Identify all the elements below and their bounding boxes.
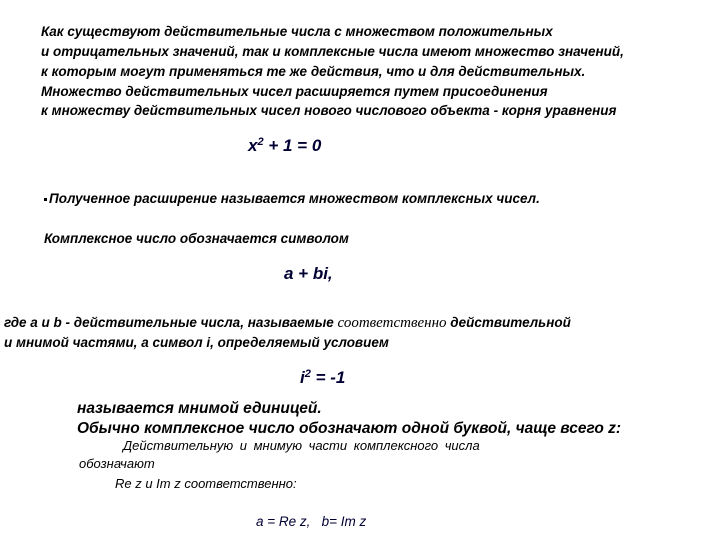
intro-line-3: к которым могут применяться те же действия, что и для действительных.	[41, 64, 586, 79]
where-line-1	[4, 315, 571, 332]
usually-line: Обычно комплексное число обозначают одной буквой, чаще всего z:	[77, 420, 622, 437]
equation-x-squared	[248, 136, 321, 156]
equation-i-squared	[300, 368, 345, 388]
eq1-rest: + 1 = 0	[263, 136, 322, 156]
eq1-exp: 2	[257, 136, 264, 148]
bullet-dot	[44, 198, 47, 201]
where-before: где a и b - действительные числа, называемые	[4, 315, 338, 330]
imaginary-unit-line: называется мнимой единицей.	[77, 400, 322, 417]
eq3-rest: = -1	[310, 368, 346, 388]
where-serif-word: соответственно	[337, 315, 447, 331]
equation-re-im: a = Re z, b= Im z	[256, 514, 367, 529]
parts-line: Действительную и мнимую части комплексного числа	[123, 438, 480, 453]
eq1-base: x	[248, 136, 258, 156]
where-after: действительной	[446, 315, 571, 330]
denote-line: обозначают	[79, 456, 155, 471]
notation-line: Комплексное число обозначается символом	[44, 231, 349, 246]
eq3-base: i	[300, 368, 305, 388]
intro-line-1: Как существуют действительные числа с множеством положительных	[41, 24, 553, 39]
where-line-2: и мнимой частями, а символ i, определяемый условием	[4, 335, 389, 350]
intro-line-2: и отрицательных значений, так и комплексные числа имеют множество значений,	[41, 44, 624, 59]
re-im-line: Re z и Im z соответственно:	[115, 476, 297, 491]
eq3-exp: 2	[304, 368, 311, 380]
intro-line-4: Множество действительных чисел расширяется путем присоединения	[41, 84, 548, 99]
equation-a-plus-bi: a + bi,	[284, 264, 333, 283]
extension-text: Полученное расширение называется множеством комплексных чисел.	[49, 191, 540, 206]
extension-line	[44, 191, 540, 206]
intro-line-5: к множеству действительных чисел нового числового объекта - корня уравнения	[41, 103, 617, 118]
